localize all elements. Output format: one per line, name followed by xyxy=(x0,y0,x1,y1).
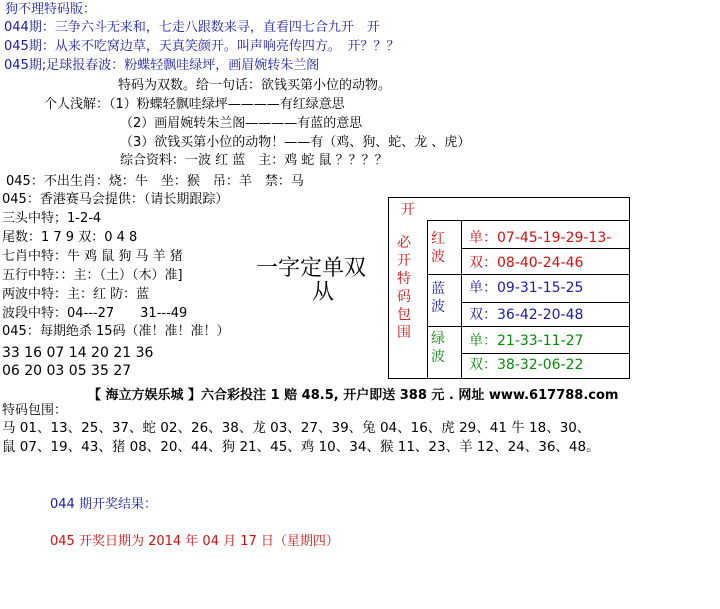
stat-numbers-2: 06 20 03 05 35 27 xyxy=(2,363,132,379)
stat-wave-range: 波段中特：04---27 31---49 xyxy=(2,306,188,321)
stat-kill-15: 045：每期绝杀 15码（准！准！准！） xyxy=(2,324,230,339)
wave-green-label: 绿波 xyxy=(431,331,445,365)
stat-seven-zodiac: 七肖中特：牛 鸡 鼠 狗 马 羊 猪 xyxy=(2,249,183,264)
stat-two-waves: 两波中特：主：红 防：蓝 xyxy=(2,287,150,302)
red-double: 双：08-40-24-46 xyxy=(469,255,584,271)
analysis-line-4: 综合资料：一波 红 蓝 主：鸡 蛇 鼠 ？？？？ xyxy=(120,153,388,168)
table-open-label: 开 xyxy=(401,202,415,218)
page-title: 狗不理特码版： xyxy=(5,2,97,17)
green-double: 双：38-32-06-22 xyxy=(469,357,584,373)
slogan-line-1: 一字定单双 xyxy=(256,256,367,281)
code-range-line-1: 马 01、13、25、37、蛇 02、26、38、龙 03、27、39、兔 04、16、虎 29、41 牛 18、30、 xyxy=(2,420,591,436)
green-single: 单：21-33-11-27 xyxy=(469,333,584,349)
code-range-line-2: 鼠 07、19、43、猪 08、20、44、狗 21、45、鸡 10、34、猴 11、23、羊 12、24、36、48。 xyxy=(2,439,600,455)
analysis-line-2: （2）画眉婉转朱兰阁————有蓝的意思 xyxy=(120,116,363,131)
draw-date-line: 045 开奖日期为 2014 年 04 月 17 日（星期四） xyxy=(50,534,339,549)
prediction-045-football: 045期;足球报春波：粉蝶轻飘哇绿坪，画眉婉转朱兰阁 xyxy=(4,58,320,73)
wave-blue-label: 蓝波 xyxy=(431,281,445,315)
red-single: 单：07-45-19-29-13- xyxy=(469,230,612,246)
prediction-045: 045期：从来不吃窝边草，天真笑颜开。叫声响亮传四方。 开？？？ xyxy=(4,39,400,54)
wave-red-label: 红波 xyxy=(431,231,445,265)
not-zodiac-line: 045：不出生肖：烧：牛 坐：猴 吊：羊 禁：马 xyxy=(6,174,304,189)
analysis-line-3: （3）欲钱买第小位的动物！——有（鸡、狗、蛇、龙 、虎） xyxy=(120,135,471,150)
hk-line: 045：香港赛马会提供：（请长期跟踪） xyxy=(2,192,229,207)
slogan-line-2: 从 xyxy=(312,280,335,305)
result-line: 044 期开奖结果： xyxy=(50,497,157,512)
prediction-044: 044期：三争六斗无来和，七走八跟数来寻，直看四七合九开 开 xyxy=(4,20,380,35)
clue-line: 特码为双数。给一句话：欲钱买第小位的动物。 xyxy=(118,78,392,93)
blue-single: 单：09-31-15-25 xyxy=(469,280,584,296)
stat-tail: 尾数：1 7 9 双：0 4 8 xyxy=(2,230,138,245)
code-range-label: 特码包围： xyxy=(2,403,68,418)
stat-numbers-1: 33 16 07 14 20 21 36 xyxy=(2,345,154,361)
table-must-label: 必开特码包围 xyxy=(397,235,411,341)
stat-five-elements: 五行中特：：主：（土）（木）准] xyxy=(2,268,183,283)
code-table xyxy=(388,197,630,379)
stat-three-head: 三头中特；1-2-4 xyxy=(2,211,102,226)
analysis-line-1: 个人浅解：（1）粉蝶轻飘哇绿坪————有红绿意思 xyxy=(44,97,345,112)
ad-banner: 【 海立方娱乐城 】六合彩投注 1 赔 48.5, 开户即送 388 元 . 网址 www.617788.com xyxy=(88,388,619,403)
blue-double: 双：36-42-20-48 xyxy=(469,307,584,323)
